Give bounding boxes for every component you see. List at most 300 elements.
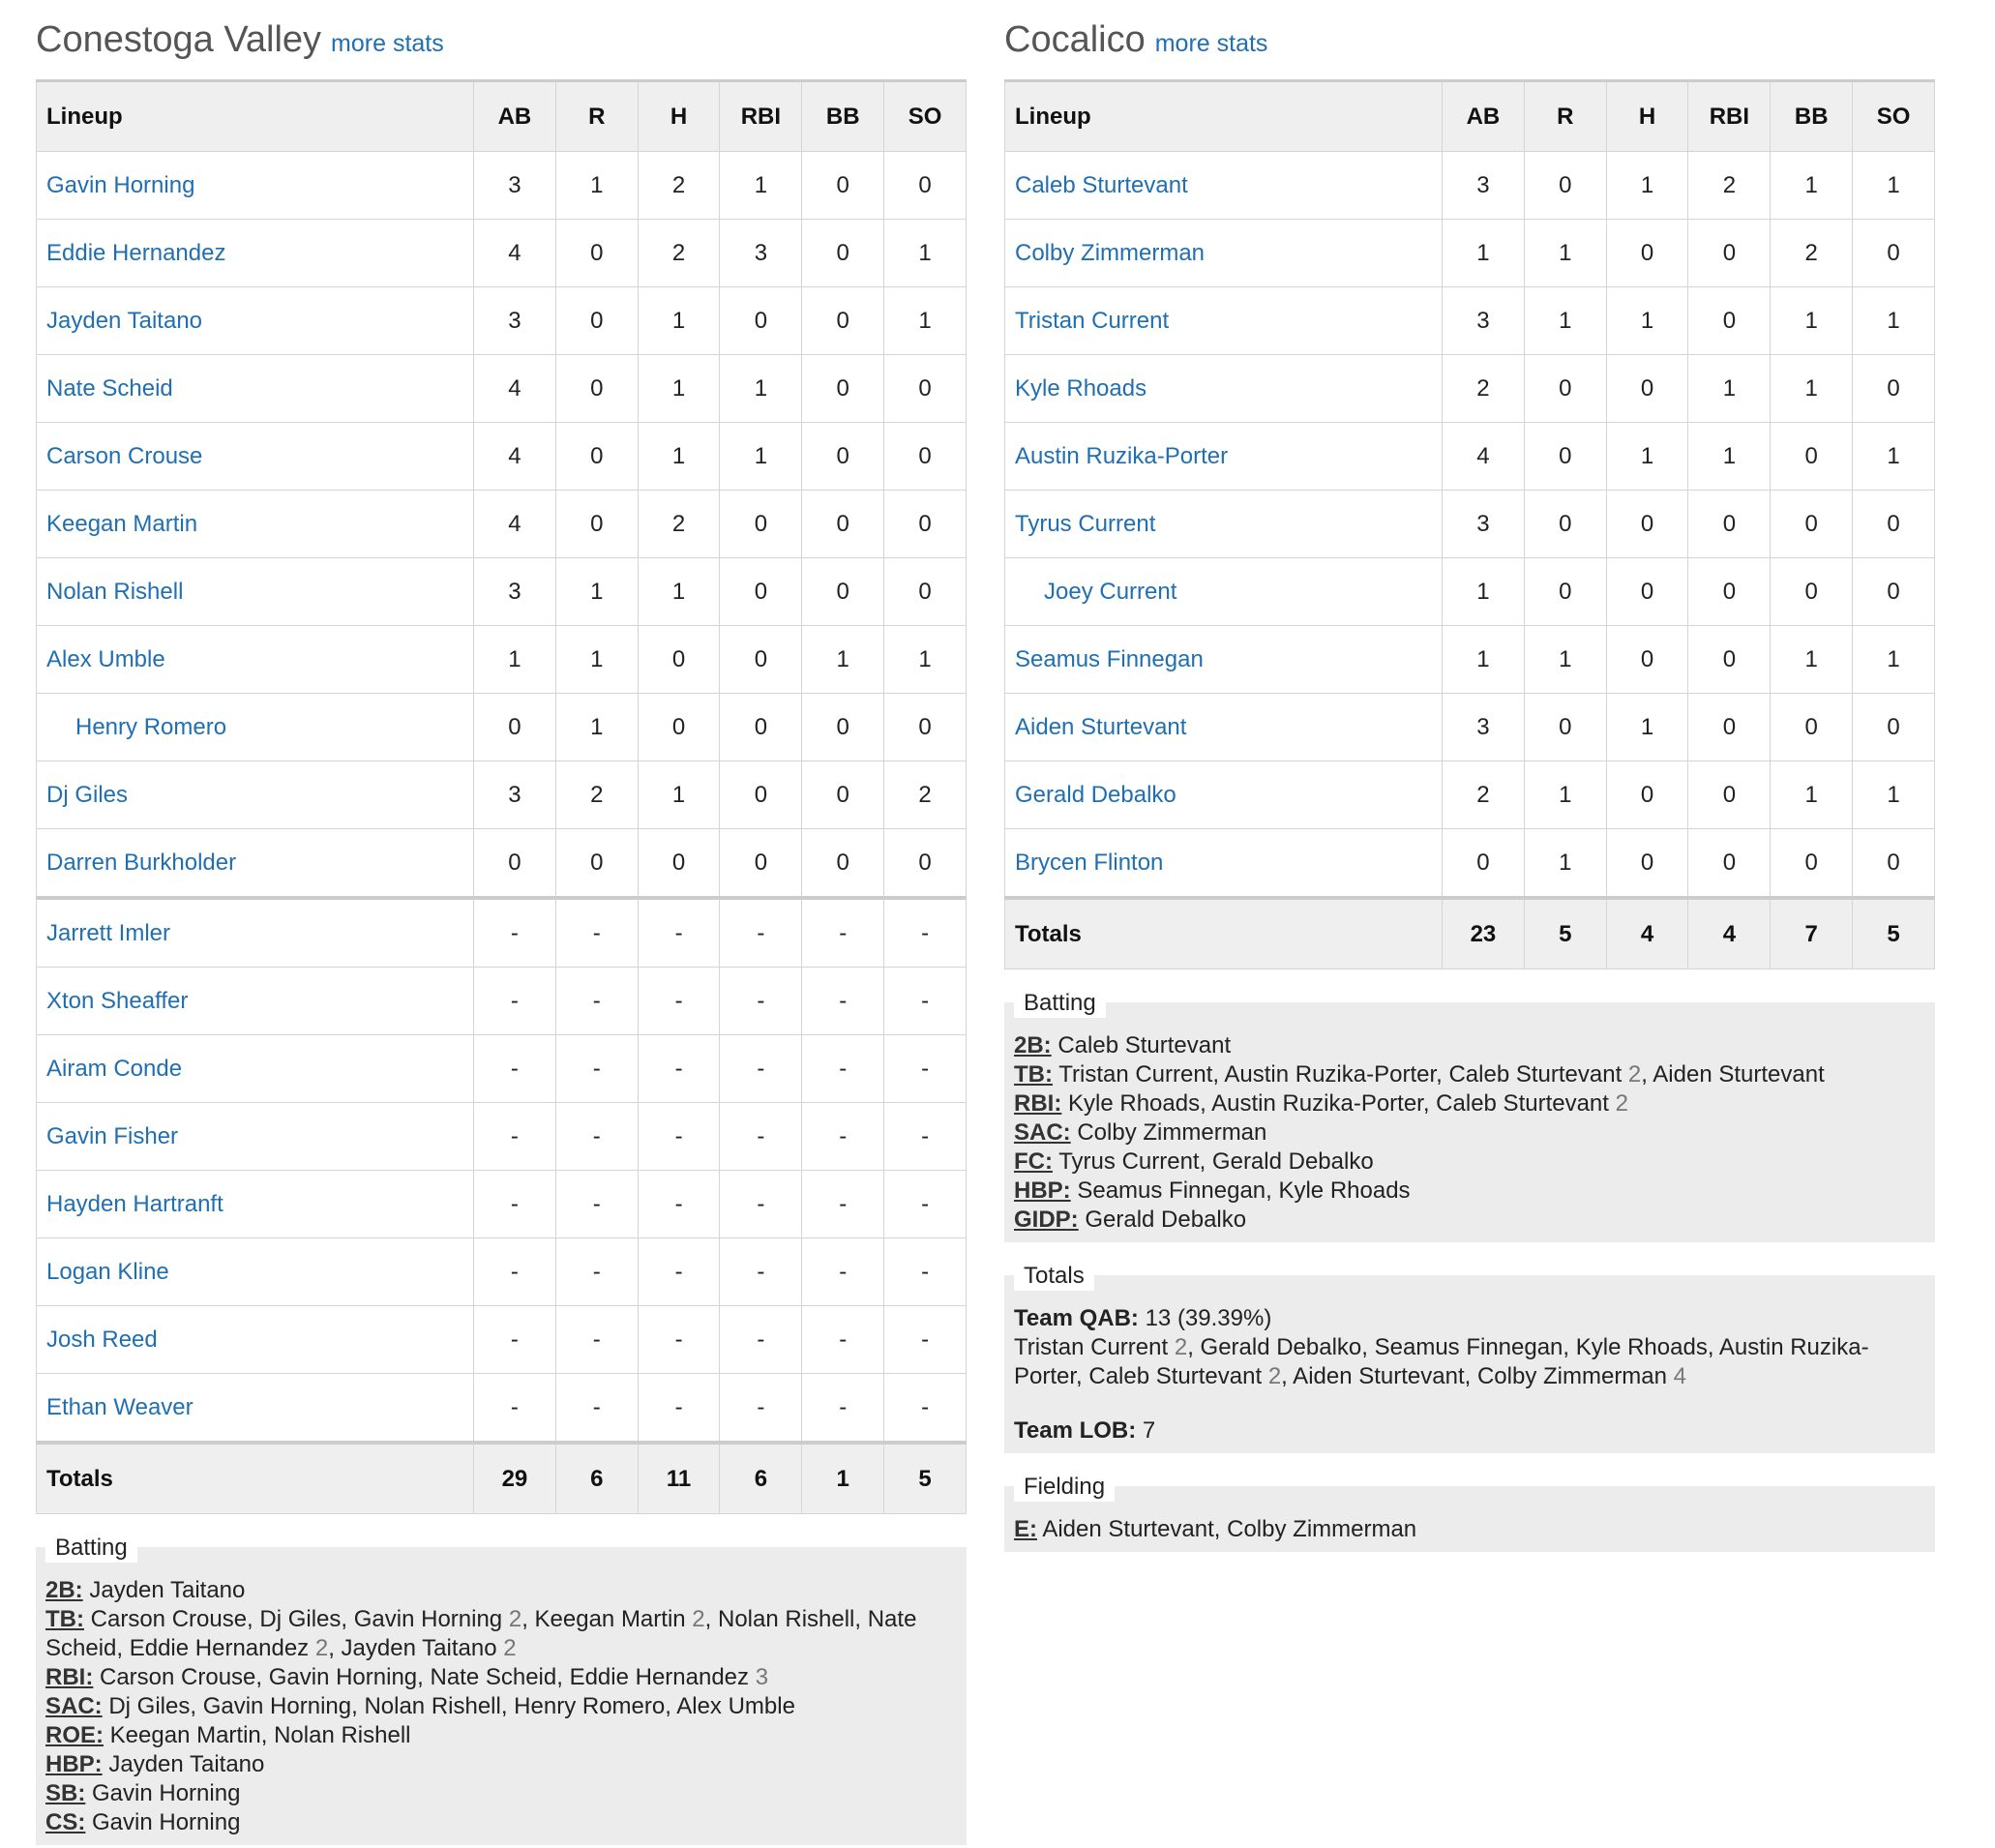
stat-text: , Keegan Martin — [521, 1606, 693, 1632]
stat-label: Team LOB: — [1014, 1417, 1137, 1444]
stat-bb: 0 — [802, 423, 884, 491]
player-link[interactable]: Carson Crouse — [46, 442, 203, 469]
stat-bb: - — [802, 1171, 884, 1238]
stat-bb: 1 — [1771, 626, 1853, 694]
stat-line — [1014, 1333, 1925, 1391]
stat-bb: 1 — [1771, 355, 1853, 423]
player-name-cell — [1005, 761, 1443, 829]
stat-rbi: 0 — [1688, 626, 1771, 694]
player-link[interactable]: Caleb Sturtevant — [1015, 171, 1188, 198]
stat-ab: 1 — [1443, 220, 1525, 287]
stat-h: 0 — [638, 829, 720, 899]
player-row — [1005, 626, 1935, 694]
stat-rbi: 0 — [1688, 829, 1771, 899]
stat-line — [45, 1576, 957, 1605]
stat-so: 0 — [1853, 491, 1935, 558]
stat-ab: - — [474, 1103, 556, 1171]
team-name: Conestoga Valley — [36, 19, 322, 60]
stat-r: 1 — [1524, 287, 1606, 355]
stat-abbreviation[interactable]: 2B: — [1014, 1032, 1052, 1058]
stat-ab: 3 — [1443, 694, 1525, 761]
total-rbi: 6 — [720, 1443, 802, 1514]
stat-line — [45, 1721, 957, 1750]
column-header-ab: AB — [474, 81, 556, 152]
stat-r: 0 — [555, 287, 638, 355]
stat-count: 2 — [1615, 1090, 1628, 1117]
player-link[interactable]: Brycen Flinton — [1015, 849, 1164, 876]
stat-so: 2 — [884, 761, 967, 829]
stat-so: - — [884, 1103, 967, 1171]
stat-so: 0 — [884, 152, 967, 220]
player-row — [1005, 558, 1935, 626]
team-name: Cocalico — [1004, 19, 1146, 60]
column-header-r: R — [1524, 81, 1606, 152]
player-name-cell — [1005, 626, 1443, 694]
stat-h: 1 — [1606, 287, 1688, 355]
stat-rbi: 0 — [720, 626, 802, 694]
stat-ab: 3 — [474, 558, 556, 626]
player-link[interactable]: Kyle Rhoads — [1015, 374, 1147, 402]
stat-abbreviation[interactable]: TB: — [45, 1606, 84, 1632]
stat-count: 2 — [503, 1635, 517, 1661]
stat-rbi: 3 — [720, 220, 802, 287]
stat-h: 0 — [1606, 355, 1688, 423]
player-link[interactable]: Colby Zimmerman — [1015, 239, 1206, 266]
player-link[interactable]: Tristan Current — [1015, 307, 1170, 334]
stat-r: 0 — [555, 220, 638, 287]
stat-so: 1 — [1853, 152, 1935, 220]
stat-line — [1014, 1148, 1925, 1177]
stat-h: 1 — [638, 423, 720, 491]
stat-so: 0 — [884, 558, 967, 626]
header-row — [37, 81, 967, 152]
stat-ab: 3 — [1443, 152, 1525, 220]
player-link[interactable]: Eddie Hernandez — [46, 239, 226, 266]
total-so: 5 — [884, 1443, 967, 1514]
stat-r: - — [555, 1306, 638, 1374]
stat-text: Dj Giles, Gavin Horning, Nolan Rishell, Henry Romero, Alex Umble — [108, 1693, 795, 1719]
stat-rbi: 2 — [1688, 152, 1771, 220]
stat-so: - — [884, 1306, 967, 1374]
stat-abbreviation[interactable]: RBI: — [45, 1664, 94, 1690]
player-link[interactable]: Nolan Rishell — [46, 578, 184, 605]
stat-bb: - — [802, 1306, 884, 1374]
stat-r: 1 — [1524, 626, 1606, 694]
stat-ab: - — [474, 1238, 556, 1306]
stat-h: 1 — [638, 761, 720, 829]
player-link[interactable]: Gerald Debalko — [1015, 781, 1176, 808]
stat-ab: 2 — [1443, 761, 1525, 829]
stat-r: 0 — [1524, 694, 1606, 761]
stat-count: 2 — [1174, 1334, 1188, 1360]
stat-r: 1 — [1524, 829, 1606, 899]
player-link[interactable]: Hayden Hartranft — [46, 1190, 223, 1217]
stat-count: 2 — [1627, 1061, 1642, 1088]
stat-text: Gerald Debalko — [1085, 1207, 1247, 1233]
stat-line — [45, 1808, 957, 1837]
stat-rbi: 1 — [720, 423, 802, 491]
player-name-cell — [37, 1306, 474, 1374]
stat-line — [1014, 1118, 1925, 1148]
stat-ab: - — [474, 898, 556, 968]
stat-ab: - — [474, 1374, 556, 1444]
player-name-cell — [37, 1171, 474, 1238]
lineup-table — [1004, 79, 1935, 969]
stat-r: - — [555, 1035, 638, 1103]
stat-bb: 0 — [1771, 423, 1853, 491]
stat-bb: 0 — [802, 355, 884, 423]
stat-so: - — [884, 1035, 967, 1103]
player-row — [37, 491, 967, 558]
stat-bb: 0 — [802, 491, 884, 558]
stat-h: 1 — [638, 287, 720, 355]
player-link[interactable]: Jayden Taitano — [46, 307, 203, 334]
stat-ab: 4 — [474, 355, 556, 423]
column-header-bb: BB — [802, 81, 884, 152]
totals-row — [1005, 898, 1935, 969]
player-link[interactable]: Gavin Fisher — [46, 1122, 179, 1149]
stat-text: Seamus Finnegan, Kyle Rhoads — [1077, 1177, 1411, 1204]
header-row — [1005, 81, 1935, 152]
stat-text: 13 (39.39%) — [1138, 1305, 1272, 1331]
stat-rbi: - — [720, 1103, 802, 1171]
team-section-conestoga-valley — [36, 19, 967, 1845]
stat-bb: 0 — [802, 220, 884, 287]
stat-r: 1 — [1524, 761, 1606, 829]
player-row — [1005, 220, 1935, 287]
stat-h: 2 — [638, 152, 720, 220]
stat-rbi: - — [720, 1035, 802, 1103]
stat-rbi: 1 — [720, 152, 802, 220]
player-name-cell — [37, 1035, 474, 1103]
panel-title: Totals — [1014, 1262, 1094, 1291]
stat-line — [1014, 1089, 1925, 1118]
stat-rbi: 0 — [720, 287, 802, 355]
stat-bb: - — [802, 898, 884, 968]
player-row — [37, 1103, 967, 1171]
player-row — [37, 1374, 967, 1444]
stat-count: 3 — [755, 1664, 769, 1690]
player-name-cell — [37, 355, 474, 423]
stat-text: , Aiden Sturtevant, Colby Zimmerman — [1281, 1363, 1674, 1389]
player-link[interactable]: Airam Conde — [46, 1055, 183, 1082]
player-link[interactable]: Henry Romero — [75, 713, 227, 740]
stat-h: 0 — [1606, 491, 1688, 558]
stat-rbi: 0 — [720, 761, 802, 829]
totals-label: Totals — [1005, 898, 1443, 969]
column-header-bb: BB — [1771, 81, 1853, 152]
stat-r: 1 — [1524, 220, 1606, 287]
stat-ab: - — [474, 1306, 556, 1374]
total-bb: 7 — [1771, 898, 1853, 969]
total-h: 11 — [638, 1443, 720, 1514]
stat-rbi: 0 — [1688, 287, 1771, 355]
stat-text: , Gerald Debalko, Seamus Finnegan, Kyle Rhoads, Austin Ruzika-Porter, Caleb Sturtevant — [1014, 1334, 1869, 1389]
player-row — [37, 694, 967, 761]
stat-r: 0 — [555, 355, 638, 423]
team-header — [1004, 19, 1935, 79]
column-header-lineup: Lineup — [1005, 81, 1443, 152]
player-link[interactable]: Tyrus Current — [1015, 510, 1156, 537]
player-row — [37, 558, 967, 626]
stat-h: 0 — [1606, 220, 1688, 287]
stat-line — [45, 1750, 957, 1779]
stat-abbreviation[interactable]: RBI: — [1014, 1090, 1062, 1117]
stat-bb: - — [802, 1374, 884, 1444]
stat-text: Tristan Current — [1014, 1334, 1175, 1360]
column-header-rbi: RBI — [720, 81, 802, 152]
player-link[interactable]: Dj Giles — [46, 781, 129, 808]
stat-r: 0 — [555, 423, 638, 491]
stat-bb: 0 — [802, 287, 884, 355]
stat-ab: 0 — [474, 829, 556, 899]
stat-bb: - — [802, 968, 884, 1035]
stat-ab: - — [474, 968, 556, 1035]
panel-title: Fielding — [1014, 1473, 1115, 1502]
stat-count: 2 — [692, 1606, 705, 1632]
player-link[interactable]: Seamus Finnegan — [1015, 645, 1204, 672]
player-link[interactable]: Alex Umble — [46, 645, 165, 672]
stat-so: 0 — [1853, 355, 1935, 423]
stat-so: - — [884, 1238, 967, 1306]
stat-ab: - — [474, 1171, 556, 1238]
stat-r: 0 — [1524, 355, 1606, 423]
stat-r: 0 — [1524, 558, 1606, 626]
stat-abbreviation[interactable]: SAC: — [1014, 1119, 1071, 1146]
stat-ab: 1 — [474, 626, 556, 694]
stat-r: - — [555, 1238, 638, 1306]
stat-rbi: 0 — [720, 491, 802, 558]
stat-bb: 0 — [1771, 694, 1853, 761]
stat-r: 0 — [1524, 491, 1606, 558]
player-name-cell — [37, 1238, 474, 1306]
stat-abbreviation[interactable]: SB: — [45, 1780, 86, 1806]
stat-so: 0 — [1853, 558, 1935, 626]
player-name-cell — [37, 898, 474, 968]
stat-text: , Aiden Sturtevant — [1641, 1061, 1825, 1088]
player-link[interactable]: Joey Current — [1044, 578, 1177, 605]
total-so: 5 — [1853, 898, 1935, 969]
stat-text: Carson Crouse, Dj Giles, Gavin Horning — [90, 1606, 509, 1632]
stat-h: 0 — [1606, 626, 1688, 694]
stat-rbi: 0 — [1688, 558, 1771, 626]
stat-h: - — [638, 1306, 720, 1374]
player-name-cell — [37, 491, 474, 558]
stat-r: 1 — [555, 626, 638, 694]
column-header-rbi: RBI — [1688, 81, 1771, 152]
player-row — [1005, 694, 1935, 761]
stat-r: 2 — [555, 761, 638, 829]
player-link[interactable]: Josh Reed — [46, 1326, 158, 1353]
total-ab: 23 — [1443, 898, 1525, 969]
stat-ab: 3 — [474, 287, 556, 355]
stat-rbi: 0 — [1688, 761, 1771, 829]
stat-text: Aiden Sturtevant, Colby Zimmerman — [1042, 1516, 1417, 1542]
column-header-ab: AB — [1443, 81, 1525, 152]
stat-ab: 3 — [1443, 491, 1525, 558]
player-name-cell — [37, 558, 474, 626]
stat-count: 4 — [1673, 1363, 1687, 1389]
stat-count: 2 — [1267, 1363, 1282, 1389]
stat-r: 0 — [1524, 423, 1606, 491]
stat-so: - — [884, 1374, 967, 1444]
stat-ab: 3 — [1443, 287, 1525, 355]
stat-so: 1 — [884, 220, 967, 287]
stat-ab: 0 — [1443, 829, 1525, 899]
stat-rbi: - — [720, 968, 802, 1035]
stat-ab: - — [474, 1035, 556, 1103]
player-row — [37, 423, 967, 491]
player-name-cell — [37, 694, 474, 761]
player-row — [1005, 829, 1935, 899]
team-section-cocalico — [1004, 19, 1935, 1552]
stat-so: 1 — [1853, 287, 1935, 355]
player-name-cell — [37, 1374, 474, 1444]
stat-abbreviation[interactable]: 2B: — [45, 1577, 83, 1603]
stat-abbreviation[interactable]: HBP: — [45, 1751, 103, 1777]
column-header-h: H — [1606, 81, 1688, 152]
player-name-cell — [37, 829, 474, 899]
stat-text: Kyle Rhoads, Austin Ruzika-Porter, Caleb Sturtevant — [1068, 1090, 1616, 1117]
player-name-cell — [1005, 287, 1443, 355]
stat-text: Jayden Taitano — [108, 1751, 265, 1777]
stat-r: 0 — [555, 491, 638, 558]
stat-bb: 0 — [1771, 558, 1853, 626]
stat-h: 0 — [1606, 829, 1688, 899]
stat-bb: 1 — [802, 626, 884, 694]
stat-so: 0 — [884, 355, 967, 423]
stat-rbi: 1 — [720, 355, 802, 423]
stat-h: - — [638, 1035, 720, 1103]
stat-ab: 1 — [1443, 626, 1525, 694]
stat-bb: - — [802, 1238, 884, 1306]
stat-r: - — [555, 898, 638, 968]
player-name-cell — [37, 626, 474, 694]
stat-text: 7 — [1136, 1417, 1156, 1444]
stat-ab: 3 — [474, 152, 556, 220]
player-name-cell — [1005, 491, 1443, 558]
column-header-lineup: Lineup — [37, 81, 474, 152]
stat-so: 1 — [1853, 761, 1935, 829]
stat-line — [1014, 1515, 1925, 1544]
player-row — [37, 1035, 967, 1103]
panel-title: Batting — [1014, 989, 1106, 1018]
total-bb: 1 — [802, 1443, 884, 1514]
stat-line — [45, 1779, 957, 1808]
stat-bb: - — [802, 1103, 884, 1171]
player-link[interactable]: Aiden Sturtevant — [1015, 713, 1187, 740]
stat-so: 0 — [884, 423, 967, 491]
stat-rbi: - — [720, 1171, 802, 1238]
player-link[interactable]: Jarrett Imler — [46, 919, 171, 946]
panel-totals — [1004, 1263, 1935, 1453]
stat-h: 2 — [638, 491, 720, 558]
stat-text: Caleb Sturtevant — [1057, 1032, 1232, 1058]
more-stats-link[interactable]: more stats — [1154, 30, 1268, 57]
stat-rbi: - — [720, 1374, 802, 1444]
stat-h: 1 — [638, 355, 720, 423]
stat-bb: 0 — [802, 558, 884, 626]
stat-label: Team QAB: — [1014, 1305, 1139, 1331]
stat-line — [45, 1605, 957, 1663]
stat-text: Colby Zimmerman — [1077, 1119, 1267, 1146]
stat-r: 1 — [555, 152, 638, 220]
stat-abbreviation[interactable]: HBP: — [1014, 1177, 1071, 1204]
player-link[interactable]: Keegan Martin — [46, 510, 198, 537]
stat-so: - — [884, 968, 967, 1035]
stat-line — [1014, 1206, 1925, 1235]
player-link[interactable]: Ethan Weaver — [46, 1393, 194, 1420]
player-row — [1005, 152, 1935, 220]
total-rbi: 4 — [1688, 898, 1771, 969]
more-stats-link[interactable]: more stats — [331, 30, 444, 57]
stat-abbreviation[interactable]: ROE: — [45, 1722, 104, 1748]
player-link[interactable]: Austin Ruzika-Porter — [1015, 442, 1229, 469]
player-name-cell — [37, 423, 474, 491]
stat-so: - — [884, 898, 967, 968]
stat-count: 2 — [508, 1606, 522, 1632]
player-row — [37, 355, 967, 423]
player-link[interactable]: Xton Sheaffer — [46, 987, 189, 1014]
stat-rbi: 0 — [720, 558, 802, 626]
stat-ab: 2 — [1443, 355, 1525, 423]
player-row — [37, 626, 967, 694]
stat-h: 1 — [1606, 152, 1688, 220]
stat-abbreviation[interactable]: SAC: — [45, 1693, 103, 1719]
stat-so: 0 — [884, 491, 967, 558]
stat-text: Tristan Current, Austin Ruzika-Porter, Caleb Sturtevant — [1058, 1061, 1628, 1088]
player-link[interactable]: Gavin Horning — [46, 171, 195, 198]
total-ab: 29 — [474, 1443, 556, 1514]
player-row — [37, 968, 967, 1035]
stat-abbreviation[interactable]: FC: — [1014, 1148, 1053, 1175]
stat-line — [1014, 1177, 1925, 1206]
totals-row — [37, 1443, 967, 1514]
player-link[interactable]: Nate Scheid — [46, 374, 173, 402]
stat-r: 0 — [555, 829, 638, 899]
player-link[interactable]: Logan Kline — [46, 1258, 169, 1285]
stat-so: 1 — [884, 287, 967, 355]
panel-batting — [1004, 990, 1935, 1242]
stat-rbi: 0 — [1688, 220, 1771, 287]
stat-r: 0 — [1524, 152, 1606, 220]
player-row — [37, 1171, 967, 1238]
stat-abbreviation[interactable]: GIDP: — [1014, 1207, 1079, 1233]
stat-bb: - — [802, 1035, 884, 1103]
stat-h: 2 — [638, 220, 720, 287]
stat-ab: 1 — [1443, 558, 1525, 626]
player-name-cell — [37, 968, 474, 1035]
player-row — [1005, 287, 1935, 355]
panel-fielding — [1004, 1474, 1935, 1552]
stat-ab: 4 — [474, 220, 556, 287]
player-name-cell — [37, 761, 474, 829]
stat-rbi: - — [720, 1238, 802, 1306]
stat-abbreviation[interactable]: CS: — [45, 1809, 86, 1835]
stat-bb: 0 — [802, 694, 884, 761]
stat-bb: 0 — [1771, 491, 1853, 558]
stat-abbreviation[interactable]: E: — [1014, 1516, 1037, 1542]
stat-r: - — [555, 968, 638, 1035]
team-header — [36, 19, 967, 79]
stat-bb: 2 — [1771, 220, 1853, 287]
stat-bb: 0 — [802, 152, 884, 220]
player-link[interactable]: Darren Burkholder — [46, 849, 237, 876]
stat-so: 0 — [1853, 694, 1935, 761]
stat-so: 0 — [1853, 829, 1935, 899]
stat-ab: 3 — [474, 761, 556, 829]
stat-abbreviation[interactable]: TB: — [1014, 1061, 1053, 1088]
